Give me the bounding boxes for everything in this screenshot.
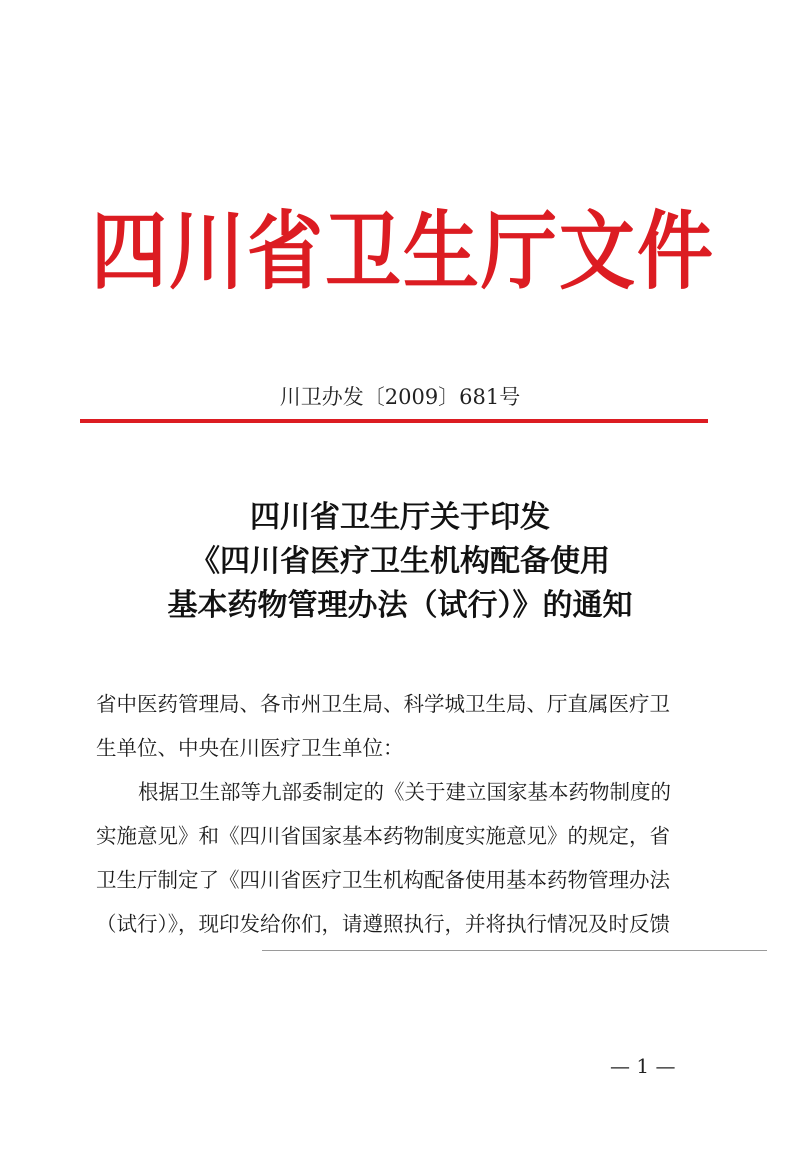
addressee-line: 省中医药管理局、各市州卫生局、科学城卫生局、厅直属医疗卫	[96, 692, 670, 716]
body-text-line: 卫生厅制定了《四川省医疗卫生机构配备使用基本药物管理办法	[96, 868, 670, 892]
body-text-line: 根据卫生部等九部委制定的《关于建立国家基本药物制度的	[138, 780, 671, 804]
document-masthead: 四川省卫生厅文件	[91, 201, 715, 302]
title-line: 基本药物管理办法（试行）》的通知	[167, 588, 633, 623]
page-number: — 1 —	[610, 1054, 676, 1078]
addressee-line: 生单位、中央在川医疗卫生单位：	[96, 736, 404, 760]
title-line: 四川省卫生厅关于印发	[250, 500, 550, 535]
scan-artifact-line	[262, 950, 767, 951]
notice-title	[0, 496, 800, 628]
title-line: 《四川省医疗卫生机构配备使用	[190, 544, 610, 579]
body-text-line: （试行）》，现印发给你们，请遵照执行，并将执行情况及时反馈	[96, 912, 670, 936]
document-number: 川卫办发〔2009〕681号	[279, 385, 521, 409]
body-text-line: 实施意见》和《四川省国家基本药物制度实施意见》的规定，省	[96, 824, 670, 848]
notice-body	[96, 682, 721, 946]
red-divider-rule	[80, 419, 708, 423]
